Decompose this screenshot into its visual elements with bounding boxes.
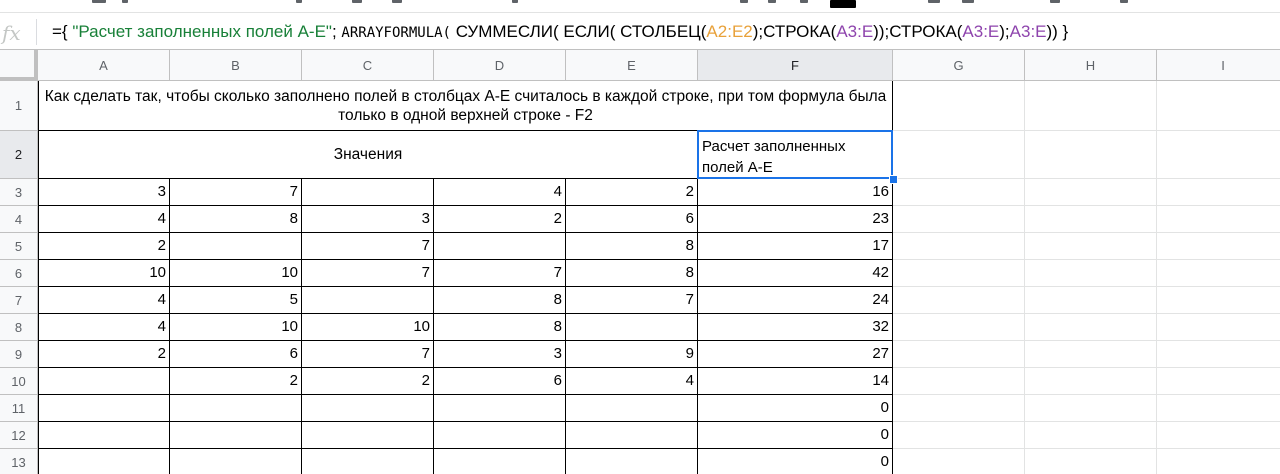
data-cell[interactable]: 3: [38, 179, 170, 206]
data-cell[interactable]: 8: [170, 206, 302, 233]
grid-cell[interactable]: [1025, 206, 1157, 233]
data-cell[interactable]: 2: [38, 233, 170, 260]
grid-cell[interactable]: [1157, 206, 1280, 233]
toolbar-strip: [0, 0, 1280, 12]
row-header-13[interactable]: 13: [0, 449, 38, 474]
data-cell[interactable]: 2: [434, 206, 566, 233]
italic-icon[interactable]: [768, 0, 776, 3]
select-all-corner[interactable]: [0, 50, 38, 81]
row-header-1[interactable]: 1: [0, 81, 38, 131]
data-cell[interactable]: [38, 449, 170, 474]
grid-cell[interactable]: [1025, 341, 1157, 368]
total-cell[interactable]: 32: [698, 314, 893, 341]
data-cell[interactable]: 6: [434, 368, 566, 395]
data-cell[interactable]: 2: [38, 341, 170, 368]
grid-cell[interactable]: [1025, 81, 1157, 131]
formula-token: )) }: [1046, 22, 1069, 41]
row-header-10[interactable]: 10: [0, 368, 38, 395]
grid-cell[interactable]: [893, 395, 1025, 422]
total-cell[interactable]: 16: [698, 179, 893, 206]
grid-cell[interactable]: [1025, 179, 1157, 206]
grid-cell[interactable]: [1157, 233, 1280, 260]
grid-cell[interactable]: [1157, 368, 1280, 395]
data-cell[interactable]: 10: [38, 260, 170, 287]
data-cell[interactable]: 7: [302, 341, 434, 368]
grid-cell[interactable]: [893, 287, 1025, 314]
formula-token: A2:E2: [706, 22, 753, 41]
fill-color-icon[interactable]: [928, 0, 940, 3]
data-cell[interactable]: 6: [170, 341, 302, 368]
grid-cell[interactable]: [893, 449, 1025, 474]
formula-input[interactable]: [52, 21, 1068, 44]
grid-cell[interactable]: [893, 314, 1025, 341]
toolbar-icon[interactable]: [1120, 0, 1128, 3]
column-header-f[interactable]: F: [698, 50, 893, 81]
data-cell[interactable]: 8: [434, 287, 566, 314]
formula-token: СУММЕСЛИ( ЕСЛИ( СТОЛБЕЦ(: [450, 22, 707, 41]
grid-cell[interactable]: [1025, 287, 1157, 314]
data-cell[interactable]: 4: [38, 287, 170, 314]
column-header-g[interactable]: G: [893, 50, 1025, 81]
data-cell[interactable]: [38, 422, 170, 449]
formula-token: ;: [331, 22, 342, 41]
row-header-9[interactable]: 9: [0, 341, 38, 368]
data-cell[interactable]: [434, 449, 566, 474]
data-cell[interactable]: 6: [566, 206, 698, 233]
formula-bar-divider: [36, 19, 37, 45]
column-header-d[interactable]: D: [434, 50, 566, 81]
row-header-7[interactable]: 7: [0, 287, 38, 314]
formula-token: ={: [52, 22, 73, 41]
row-header-8[interactable]: 8: [0, 314, 38, 341]
data-cell[interactable]: 7: [434, 260, 566, 287]
row-header-12[interactable]: 12: [0, 422, 38, 449]
grid-cell[interactable]: [1025, 395, 1157, 422]
data-cell[interactable]: [302, 422, 434, 449]
data-cell[interactable]: 7: [170, 179, 302, 206]
title-merged-cell[interactable]: Как сделать так, чтобы сколько заполнено полей в столбцах A-E считалось в каждой строке, при том формула была только в одной верхней строке - F2: [38, 81, 893, 131]
text-color-icon[interactable]: [830, 0, 856, 8]
data-cell[interactable]: [302, 449, 434, 474]
data-cell[interactable]: [302, 179, 434, 206]
data-cell[interactable]: 8: [566, 260, 698, 287]
row-header-6[interactable]: 6: [0, 260, 38, 287]
column-header-a[interactable]: A: [38, 50, 170, 81]
data-cell[interactable]: 7: [302, 260, 434, 287]
formula-token: "Расчет заполненных полей A-E": [72, 22, 332, 41]
data-cell[interactable]: [434, 395, 566, 422]
data-cell[interactable]: [302, 395, 434, 422]
toolbar-icon[interactable]: [122, 0, 128, 3]
align-right-icon[interactable]: [392, 0, 402, 3]
borders-icon[interactable]: [962, 0, 974, 3]
align-left-icon[interactable]: [352, 0, 362, 3]
data-cell[interactable]: [434, 233, 566, 260]
row-header-5[interactable]: 5: [0, 233, 38, 260]
formula-token: ARRAYFORMULA(: [341, 25, 451, 41]
data-cell[interactable]: [566, 449, 698, 474]
toolbar-icon[interactable]: [1050, 0, 1060, 3]
grid-cell[interactable]: [893, 131, 1025, 179]
grid-cell[interactable]: [1025, 131, 1157, 179]
grid-cell[interactable]: [893, 368, 1025, 395]
grid-cell[interactable]: [893, 260, 1025, 287]
data-cell[interactable]: [302, 287, 434, 314]
data-cell[interactable]: [170, 395, 302, 422]
f2-header-cell[interactable]: Расчет заполненных полей A-E: [698, 131, 893, 179]
total-cell[interactable]: 0: [698, 449, 893, 474]
row-header-4[interactable]: 4: [0, 206, 38, 233]
data-cell[interactable]: [170, 422, 302, 449]
grid-cell[interactable]: [1025, 449, 1157, 474]
data-cell[interactable]: [38, 368, 170, 395]
grid-cell[interactable]: [1025, 314, 1157, 341]
data-cell[interactable]: 10: [170, 260, 302, 287]
data-cell[interactable]: 2: [170, 368, 302, 395]
toolbar-icon[interactable]: [512, 0, 518, 3]
data-cell[interactable]: 7: [566, 287, 698, 314]
row-header-2[interactable]: 2: [0, 131, 38, 179]
data-cell[interactable]: [434, 422, 566, 449]
grid-cell[interactable]: [1025, 422, 1157, 449]
formula-token: A3:E: [962, 22, 1000, 41]
total-cell[interactable]: 17: [698, 233, 893, 260]
grid-cell[interactable]: [893, 179, 1025, 206]
strikethrough-icon[interactable]: [800, 0, 808, 3]
grid-cell[interactable]: [1157, 449, 1280, 474]
grid-cell[interactable]: [893, 206, 1025, 233]
formula-token: );СТРОКА(: [752, 22, 837, 41]
data-cell[interactable]: 10: [302, 314, 434, 341]
formula-token: ));СТРОКА(: [873, 22, 963, 41]
data-cell[interactable]: 4: [566, 368, 698, 395]
grid-cell[interactable]: [1157, 179, 1280, 206]
grid-cell[interactable]: [893, 233, 1025, 260]
grid-cell[interactable]: [1157, 314, 1280, 341]
grid-cell[interactable]: [1025, 368, 1157, 395]
formula-token: A3:E: [1009, 22, 1047, 41]
data-cell[interactable]: 5: [170, 287, 302, 314]
total-cell[interactable]: 0: [698, 422, 893, 449]
grid-cell[interactable]: [1157, 260, 1280, 287]
data-cell[interactable]: 4: [38, 206, 170, 233]
data-cell[interactable]: [170, 233, 302, 260]
grid-cell[interactable]: [1025, 233, 1157, 260]
grid-cell[interactable]: [1157, 422, 1280, 449]
column-header-b[interactable]: B: [170, 50, 302, 81]
data-cell[interactable]: [170, 449, 302, 474]
row-header-11[interactable]: 11: [0, 395, 38, 422]
data-cell[interactable]: [38, 395, 170, 422]
data-cell[interactable]: 4: [434, 179, 566, 206]
data-cell[interactable]: [566, 314, 698, 341]
grid-cell[interactable]: [1157, 287, 1280, 314]
data-cell[interactable]: 3: [434, 341, 566, 368]
data-cell[interactable]: 2: [302, 368, 434, 395]
grid-cell[interactable]: [893, 81, 1025, 131]
formula-bar: [0, 12, 1280, 50]
grid-cell[interactable]: [1157, 81, 1280, 131]
spreadsheet-grid: [0, 50, 1280, 474]
data-cell[interactable]: 7: [302, 233, 434, 260]
row-header-3[interactable]: 3: [0, 179, 38, 206]
data-cell[interactable]: 4: [38, 314, 170, 341]
grid-cell[interactable]: [1157, 395, 1280, 422]
data-cell[interactable]: 8: [566, 233, 698, 260]
column-header-e[interactable]: E: [566, 50, 698, 81]
column-header-h[interactable]: H: [1025, 50, 1157, 81]
column-header-i[interactable]: I: [1157, 50, 1280, 81]
total-cell[interactable]: 0: [698, 395, 893, 422]
grid-cell[interactable]: [1157, 341, 1280, 368]
toolbar-icon[interactable]: [296, 0, 302, 3]
grid-cell[interactable]: [1157, 131, 1280, 179]
data-cell[interactable]: 3: [302, 206, 434, 233]
total-cell[interactable]: 42: [698, 260, 893, 287]
data-cell[interactable]: 10: [170, 314, 302, 341]
values-header-cell[interactable]: Значения: [38, 131, 698, 179]
toolbar-icon[interactable]: [92, 0, 106, 3]
data-cell[interactable]: 2: [566, 179, 698, 206]
data-cell[interactable]: 9: [566, 341, 698, 368]
data-cell[interactable]: [566, 395, 698, 422]
fx-icon: fx: [2, 21, 21, 45]
data-cell[interactable]: 8: [434, 314, 566, 341]
data-cell[interactable]: [566, 422, 698, 449]
grid-cell[interactable]: [1025, 260, 1157, 287]
total-cell[interactable]: 23: [698, 206, 893, 233]
formula-token: A3:E: [836, 22, 874, 41]
total-cell[interactable]: 27: [698, 341, 893, 368]
total-cell[interactable]: 24: [698, 287, 893, 314]
formula-token: );: [999, 22, 1010, 41]
grid-cell[interactable]: [893, 341, 1025, 368]
grid-cell[interactable]: [893, 422, 1025, 449]
selection-fill-handle[interactable]: [889, 175, 898, 184]
total-cell[interactable]: 14: [698, 368, 893, 395]
bold-icon[interactable]: [740, 0, 748, 3]
column-header-c[interactable]: C: [302, 50, 434, 81]
